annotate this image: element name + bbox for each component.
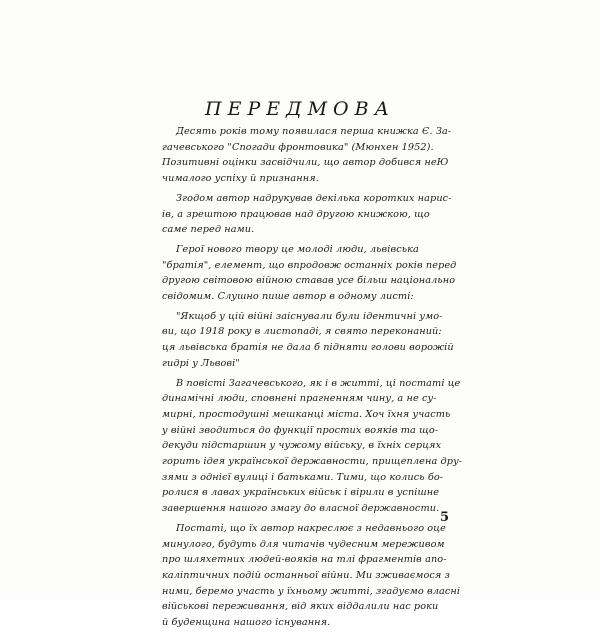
text-line: Герої нового твору це молоді люди, львівська — [176, 243, 419, 255]
text-line: мирні, простодушні мешканці міста. Хоч їхня участь — [162, 408, 451, 420]
text-line: Постаті, що їх автор накреслює з недавнього оце — [176, 522, 446, 534]
text-line: військові переживання, від яких віддалили нас роки — [162, 601, 439, 613]
text-line: свідомим. Слушно пише автор в одному листі: — [162, 291, 414, 303]
text-line: другою світовою війною ставав усе більш національно — [162, 275, 456, 287]
paragraph — [162, 191, 452, 238]
text-line: ролися в лавах українських військ і вірили в успішне — [162, 487, 440, 499]
page-number: 5 — [440, 510, 450, 525]
text-line: "братія", елемент, що впродовж останніх років перед — [162, 259, 457, 271]
text-line: й буденщина нашого існування. — [162, 617, 331, 629]
text-line: гидрі у Львові" — [162, 357, 240, 369]
text-line: ви, що 1918 року в листопаді, я свято переконаний: — [162, 326, 442, 338]
text-line: динамічні люди, сповнені прагненням чину, а не су- — [162, 393, 437, 405]
text-line: каліптичних подій останньої війни. Ми зживаємося з — [162, 569, 451, 581]
page-title: ПЕРЕДМОВА — [205, 98, 395, 120]
paragraph — [162, 376, 463, 517]
paragraph — [162, 521, 461, 631]
paragraph — [162, 309, 452, 372]
text-line: у війні зводиться до функції простих вояків та що- — [162, 424, 439, 436]
text-line: Згодом автор надрукував декілька коротких нарис- — [176, 192, 452, 204]
text-line: минулого, будуть для читачів чудесним мереживом — [162, 538, 445, 550]
text-line: Позитивні оцінки засвідчили, що автор добився неЮ — [162, 157, 449, 169]
text-line: ними, беремо участь у їхньому житті, згадуємо власні — [162, 585, 461, 597]
text-line: ця львівська братія не дала б підняти голови ворожій — [162, 342, 454, 354]
paragraph — [162, 124, 452, 187]
text-line: завершення нашого змагу до власної державности. — [162, 503, 440, 515]
paragraph — [162, 242, 457, 305]
text-line: декуди підстаршин у чужому війську, в їхніх серцях — [162, 440, 442, 452]
text-line: зями з однієї вулиці і батьками. Тими, що колись бо- — [162, 471, 444, 483]
preface-body — [162, 124, 463, 635]
text-line: В повісті Загачевського, як і в житті, ці постаті це — [176, 377, 461, 389]
text-line: чималого успіху й признання. — [162, 173, 319, 185]
text-line: гачевського "Спогади фронтовика" (Мюнхен 1952). — [162, 141, 434, 153]
text-line: ів, а зрештою працював над другою книжкою, що — [162, 208, 430, 220]
text-line: про шляхетних людей-вояків на тлі фрагментів апо- — [162, 554, 447, 566]
text-line: саме перед нами. — [162, 224, 255, 236]
text-line: горить ідея української державности, прищеплена дру- — [162, 456, 463, 468]
text-line: Десять років тому появилася перша книжка Є. За- — [176, 126, 452, 137]
text-line: "Якщоб у цій війні заіснували були ідентичні умо- — [176, 310, 443, 322]
